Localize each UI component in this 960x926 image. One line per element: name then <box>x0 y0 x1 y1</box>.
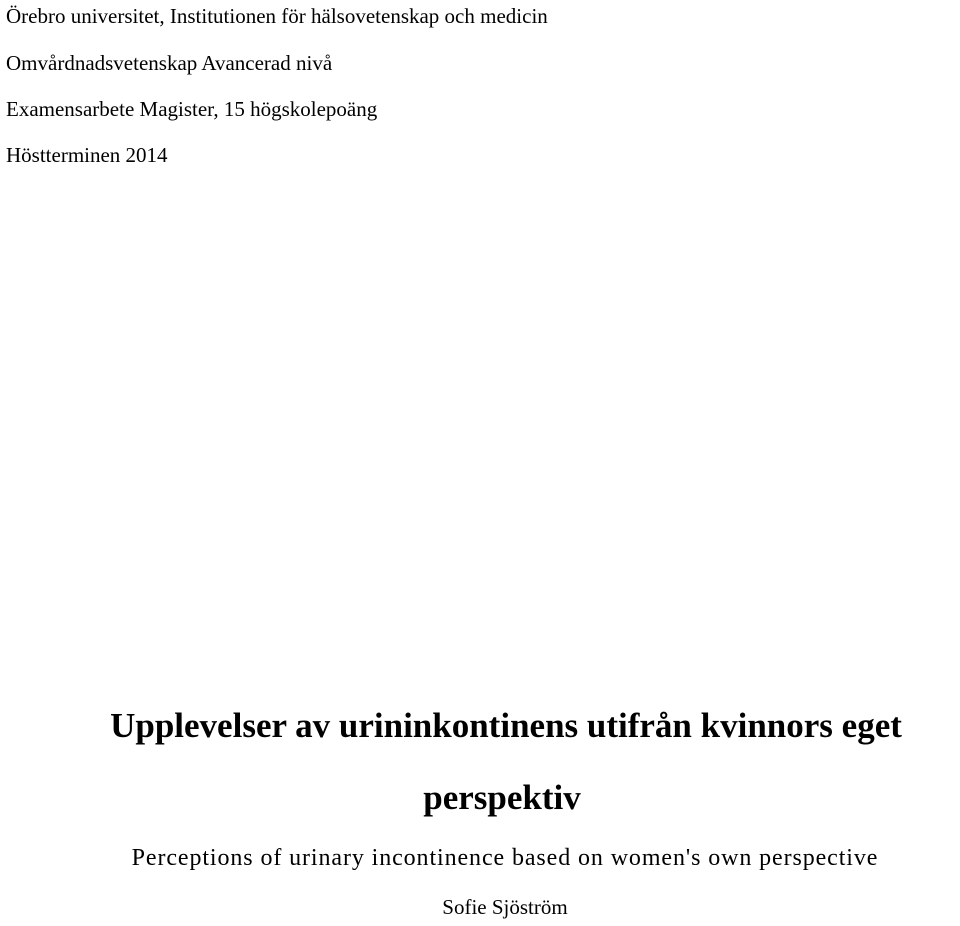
author-name: Sofie Sjöström <box>442 895 568 919</box>
program-line: Omvårdnadsvetenskap Avancerad nivå <box>6 51 333 75</box>
title-line-1: Upplevelser av urininkontinens utifrån kvinnors eget <box>110 706 902 745</box>
university-line: Örebro universitet, Institutionen för hälsovetenskap och medicin <box>6 4 548 28</box>
term-line: Höstterminen 2014 <box>6 143 168 167</box>
english-subtitle: Perceptions of urinary incontinence based on women's own perspective <box>131 845 879 871</box>
course-line: Examensarbete Magister, 15 högskolepoäng <box>6 97 378 121</box>
title-line-2: perspektiv <box>423 778 581 817</box>
